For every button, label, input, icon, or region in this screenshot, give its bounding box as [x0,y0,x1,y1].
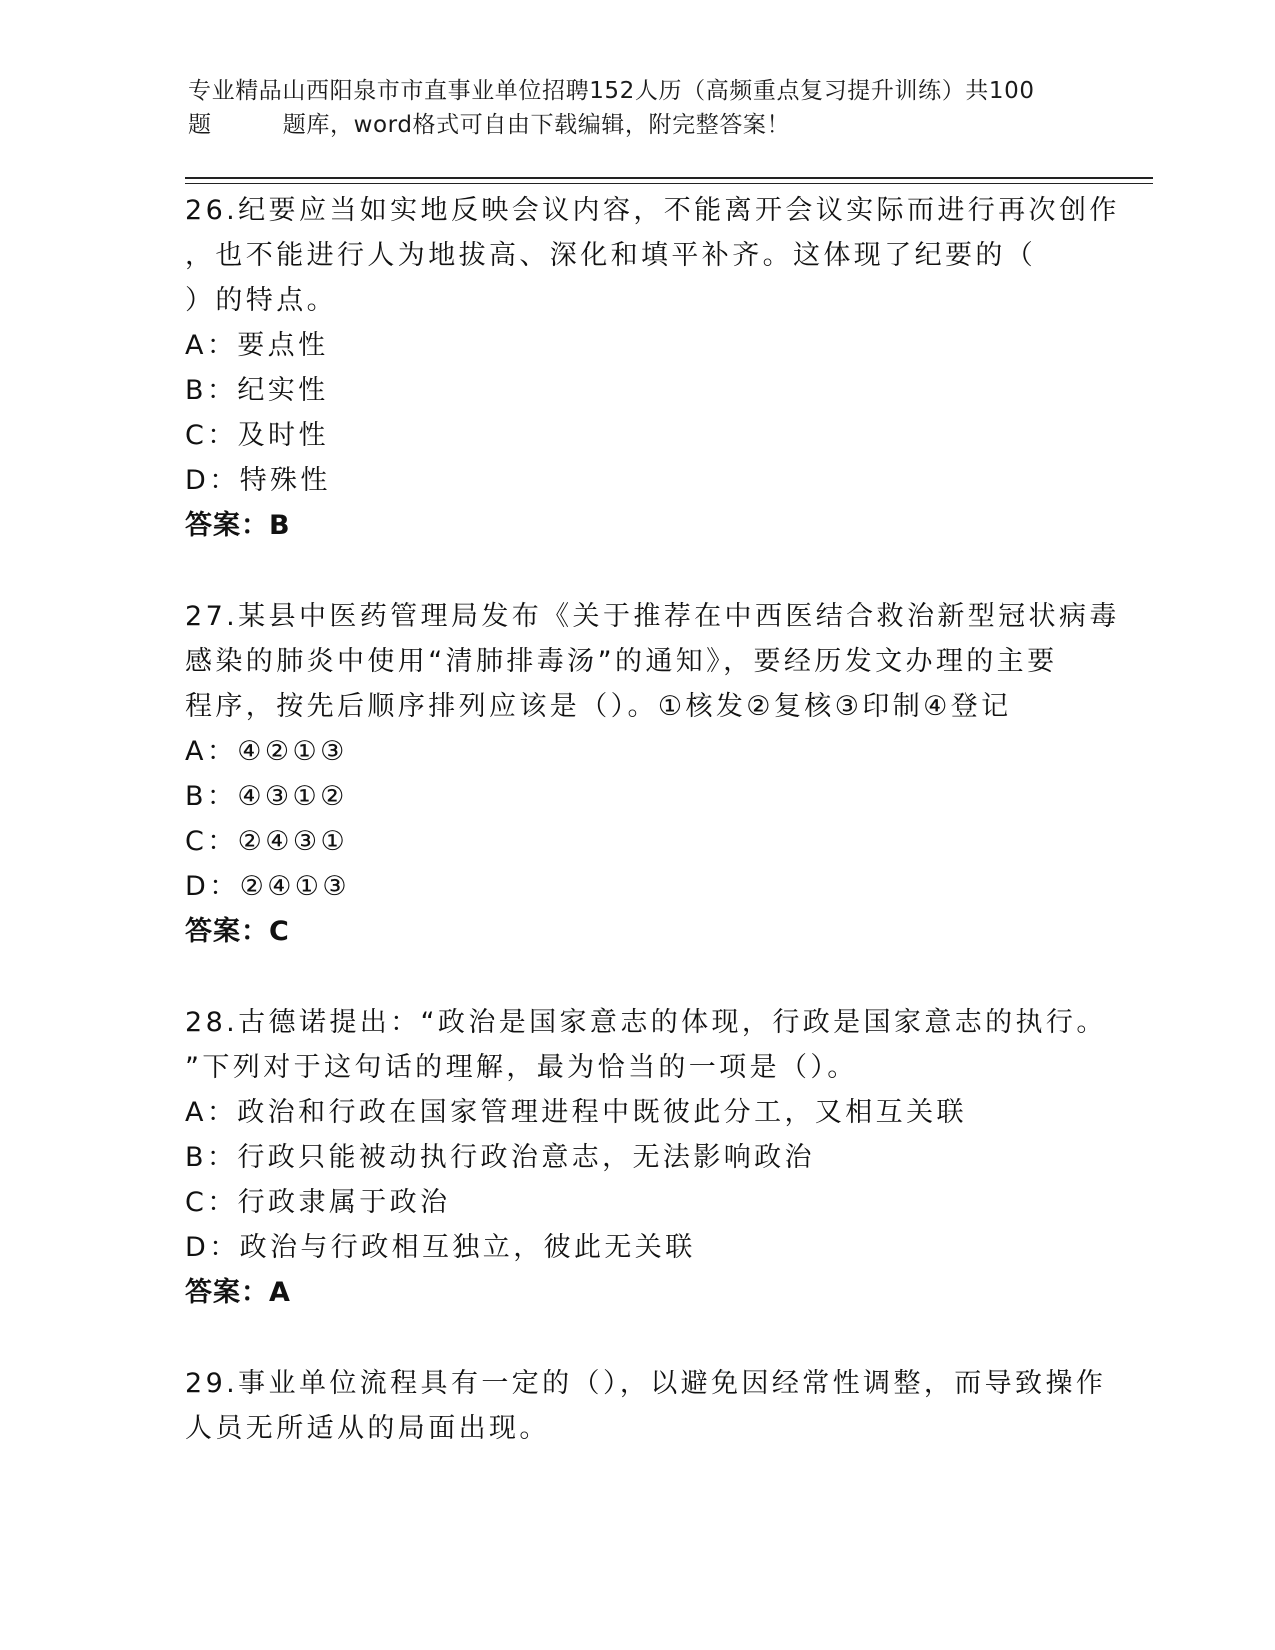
option-d: D：②④①③ [185,871,351,902]
question-stem-line: 26.纪要应当如实地反映会议内容，不能离开会议实际而进行再次创作 [185,195,1120,226]
question-stem-line: 28.古德诺提出：“政治是国家意志的体现，行政是国家意志的执行。 [185,1007,1107,1038]
answer-label: 答案：A [185,1277,291,1308]
option-d: D：政治与行政相互独立，彼此无关联 [185,1232,696,1263]
header-rule-top [185,177,1153,179]
question-26 [185,188,1125,549]
question-stem-line: 人员无所适从的局面出现。 [185,1413,550,1444]
header-line-2: 题 题库，word格式可自由下载编辑，附完整答案！ [188,112,791,138]
question-29 [185,1361,1125,1451]
question-28 [185,1000,1125,1316]
option-a: A：要点性 [185,330,329,361]
header-line-1: 专业精品山西阳泉市市直事业单位招聘152人历（高频重点复习提升训练）共100 [188,78,1035,104]
question-stem-line: 27.某县中医药管理局发布《关于推荐在中西医结合救治新型冠状病毒 [185,601,1120,632]
question-stem-line: 29.事业单位流程具有一定的（），以避免因经常性调整，而导致操作 [185,1368,1107,1399]
question-stem-line: ”下列对于这句话的理解，最为恰当的一项是（）。 [185,1052,858,1083]
question-stem-line: 程序，按先后顺序排列应该是（）。①核发②复核③印制④登记 [185,691,1012,722]
question-27 [185,594,1125,955]
document-header [188,74,1088,142]
option-c: C：及时性 [185,420,329,451]
answer-label: 答案：C [185,916,290,947]
question-stem-line: 感染的肺炎中使用“清肺排毒汤”的通知》，要经历发文办理的主要 [185,646,1058,677]
option-c: C：行政隶属于政治 [185,1187,451,1218]
question-stem-line: ，也不能进行人为地拔高、深化和填平补齐。这体现了纪要的（ [185,240,1037,271]
question-stem-line: ）的特点。 [185,285,337,316]
header-rule-bottom [185,183,1153,184]
option-b: B：纪实性 [185,375,329,406]
option-d: D：特殊性 [185,465,331,496]
option-a: A：政治和行政在国家管理进程中既彼此分工，又相互关联 [185,1097,967,1128]
option-c: C：②④③① [185,826,349,857]
answer-label: 答案：B [185,510,291,541]
option-b: B：行政只能被动执行政治意志，无法影响政治 [185,1142,815,1173]
option-b: B：④③①② [185,781,348,812]
question-list [185,188,1125,1496]
option-a: A：④②①③ [185,736,348,767]
